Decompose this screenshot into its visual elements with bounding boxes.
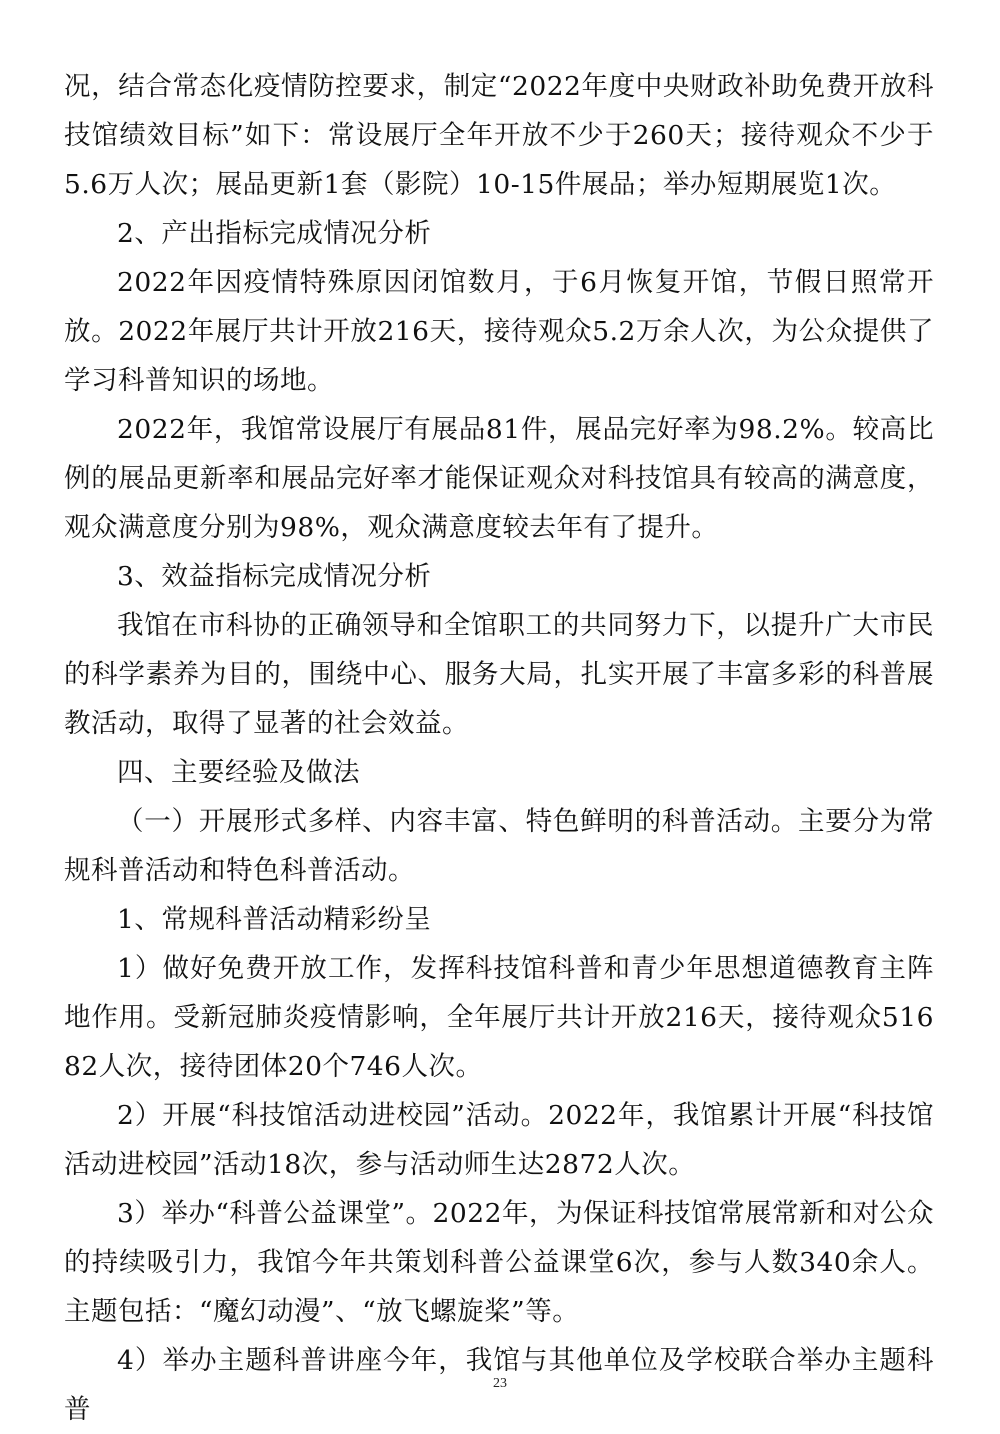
paragraph-exhibit-status: 2022年，我馆常设展厅有展品81件，展品完好率为98.2%。较高比例的展品更新率和展品完好率才能保证观众对科技馆具有较高的满意度，观众满意度分别为98%，观众满意度较去年有了提升。 bbox=[64, 414, 934, 543]
paragraph-public-classroom: 3）举办“科普公益课堂”。2022年，为保证科技馆常展常新和对公众的持续吸引力，我馆今年共策划科普公益课堂6次，参与人数340余人。主题包括：“魔幻动漫”、“放飞螺旋桨”等。 bbox=[64, 1198, 934, 1327]
paragraph-activity-forms: （一）开展形式多样、内容丰富、特色鲜明的科普活动。主要分为常规科普活动和特色科普活动。 bbox=[64, 806, 934, 886]
page-number: 23 bbox=[493, 1376, 507, 1391]
heading-output-indicators: 2、产出指标完成情况分析 bbox=[117, 218, 432, 249]
paragraph-lectures: 4）举办主题科普讲座今年，我馆与其他单位及学校联合举办主题科普 bbox=[64, 1345, 934, 1425]
heading-main-experience: 四、主要经验及做法 bbox=[117, 757, 360, 788]
heading-benefit-indicators: 3、效益指标完成情况分析 bbox=[117, 561, 432, 592]
paragraph-continuation: 况，结合常态化疫情防控要求，制定“2022年度中央财政补助免费开放科技馆绩效目标”如下：常设展厅全年开放不少于260天；接待观众不少于5.6万人次；展品更新1套（影院）10-15件展品；举办短期展览1次。 bbox=[64, 71, 934, 200]
paragraph-output-analysis: 2022年因疫情特殊原因闭馆数月，于6月恢复开馆，节假日照常开放。2022年展厅共计开放216天，接待观众5.2万余人次，为公众提供了学习科普知识的场地。 bbox=[64, 267, 934, 396]
paragraph-benefit-analysis: 我馆在市科协的正确领导和全馆职工的共同努力下，以提升广大市民的科学素养为目的，围绕中心、服务大局，扎实开展了丰富多彩的科普展教活动，取得了显著的社会效益。 bbox=[64, 610, 934, 739]
paragraph-campus-activities: 2）开展“科技馆活动进校园”活动。2022年，我馆累计开展“科技馆活动进校园”活动18次，参与活动师生达2872人次。 bbox=[64, 1100, 934, 1180]
body-text bbox=[64, 62, 934, 1434]
heading-regular-activities: 1、常规科普活动精彩纷呈 bbox=[117, 904, 432, 935]
paragraph-free-opening: 1）做好免费开放工作，发挥科技馆科普和青少年思想道德教育主阵地作用。受新冠肺炎疫情影响，全年展厅共计开放216天，接待观众51682人次，接待团体20个746人次。 bbox=[64, 953, 934, 1082]
